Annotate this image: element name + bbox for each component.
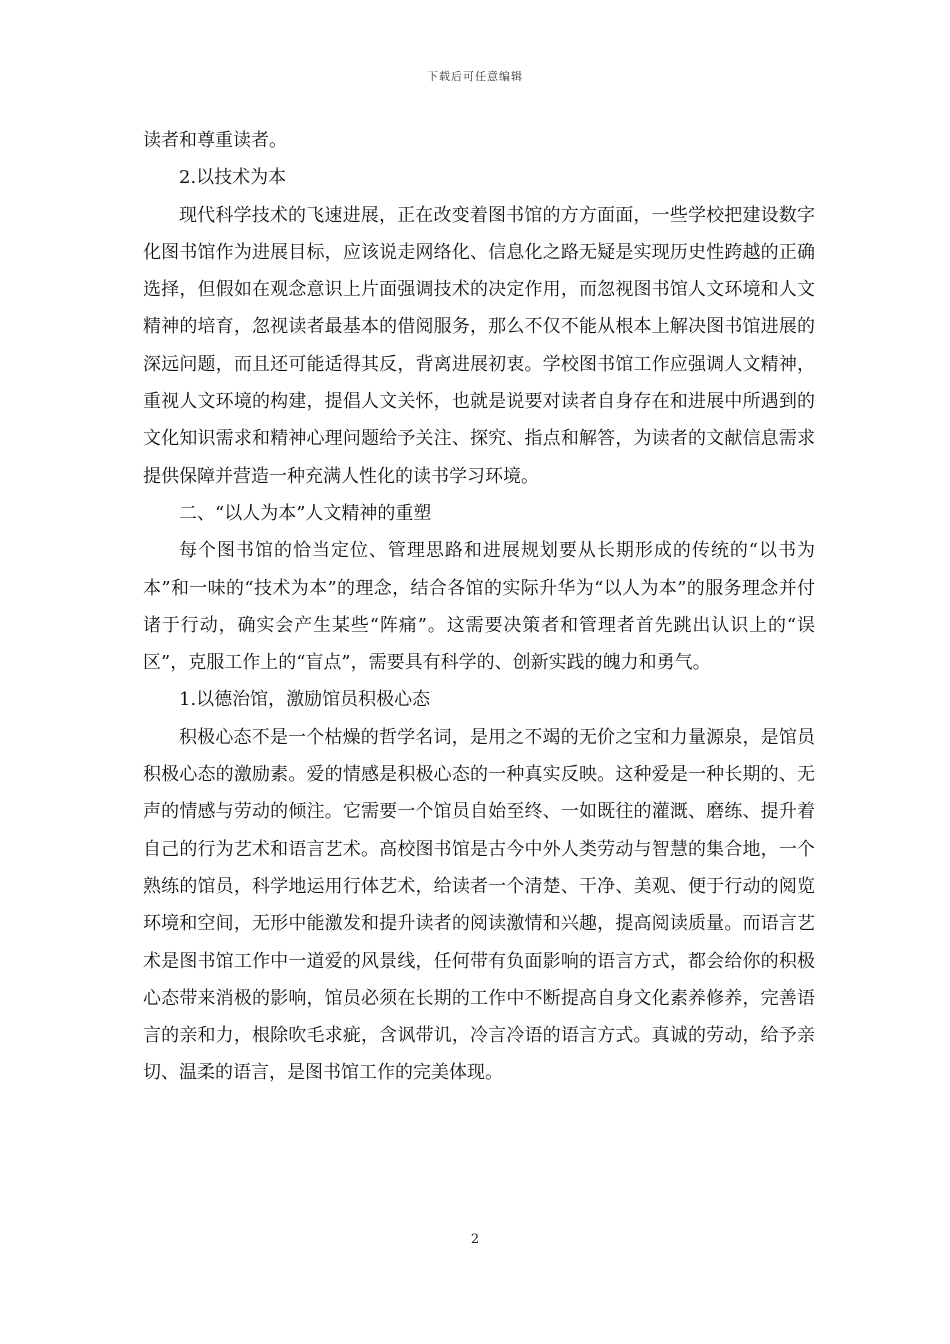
paragraph-positive-attitude: 积极心态不是一个枯燥的哲学名词，是用之不竭的无价之宝和力量源泉，是馆员积极心态的激励素。爱的情感是积极心态的一种真实反映。这种爱是一种长期的、无声的情感与劳动的倾注。它需要一个馆员自始至终、一如既往的灌溉、磨练、提升着自己的行为艺术和语言艺术。高校图书馆是古今中外人类劳动与智慧的集合地，一个熟练的馆员，科学地运用行体艺术，给读者一个清楚、干净、美观、便于行动的阅览环境和空间，无形中能激发和提升读者的阅读激情和兴趣，提高阅读质量。而语言艺术是图书馆工作中一道爱的风景线，任何带有负面影响的语言方式，都会给你的积极心态带来消极的影响，馆员必须在长期的工作中不断提高自身文化素养修养，完善语言的亲和力，根除吹毛求疵，含讽带讥，冷言冷语的语言方式。真诚的劳动，给予亲切、温柔的语言，是图书馆工作的完美体现。 xyxy=(143,726,815,1084)
paragraph-continuation: 读者和尊重读者。 xyxy=(143,130,287,151)
subheading-technology-based: 2.以技术为本 xyxy=(179,167,287,189)
document-body xyxy=(143,122,815,1092)
subheading-moral-governance: 1.以德治馆，激励馆员积极心态 xyxy=(179,689,431,711)
page-header: 下载后可任意编辑 xyxy=(427,70,523,83)
section-heading-humanism: 二、“以人为本”人文精神的重塑 xyxy=(179,502,432,524)
page-number: 2 xyxy=(470,1232,480,1247)
paragraph-technology: 现代科学技术的飞速进展，正在改变着图书馆的方方面面，一些学校把建设数字化图书馆作为进展目标，应该说走网络化、信息化之路无疑是实现历史性跨越的正确选择，但假如在观念意识上片面强调技术的决定作用，而忽视图书馆人文环境和人文精神的培育，忽视读者最基本的借阅服务，那么不仅不能从根本上解决图书馆进展的深远问题，而且还可能适得其反，背离进展初衷。学校图书馆工作应强调人文精神，重视人文环境的构建，提倡人文关怀，也就是说要对读者自身存在和进展中所遇到的文化知识需求和精神心理问题给予关注、探究、指点和解答，为读者的文献信息需求提供保障并营造一种充满人性化的读书学习环境。 xyxy=(143,204,815,487)
paragraph-humanism: 每个图书馆的恰当定位、管理思路和进展规划要从长期形成的传统的“以书为本”和一味的“技术为本”的理念，结合各馆的实际升华为“以人为本”的服务理念并付诸于行动，确实会产生某些“阵痛”。这需要决策者和管理者首先跳出认识上的“误区”，克服工作上的“盲点”，需要具有科学的、创新实践的魄力和勇气。 xyxy=(143,540,815,674)
